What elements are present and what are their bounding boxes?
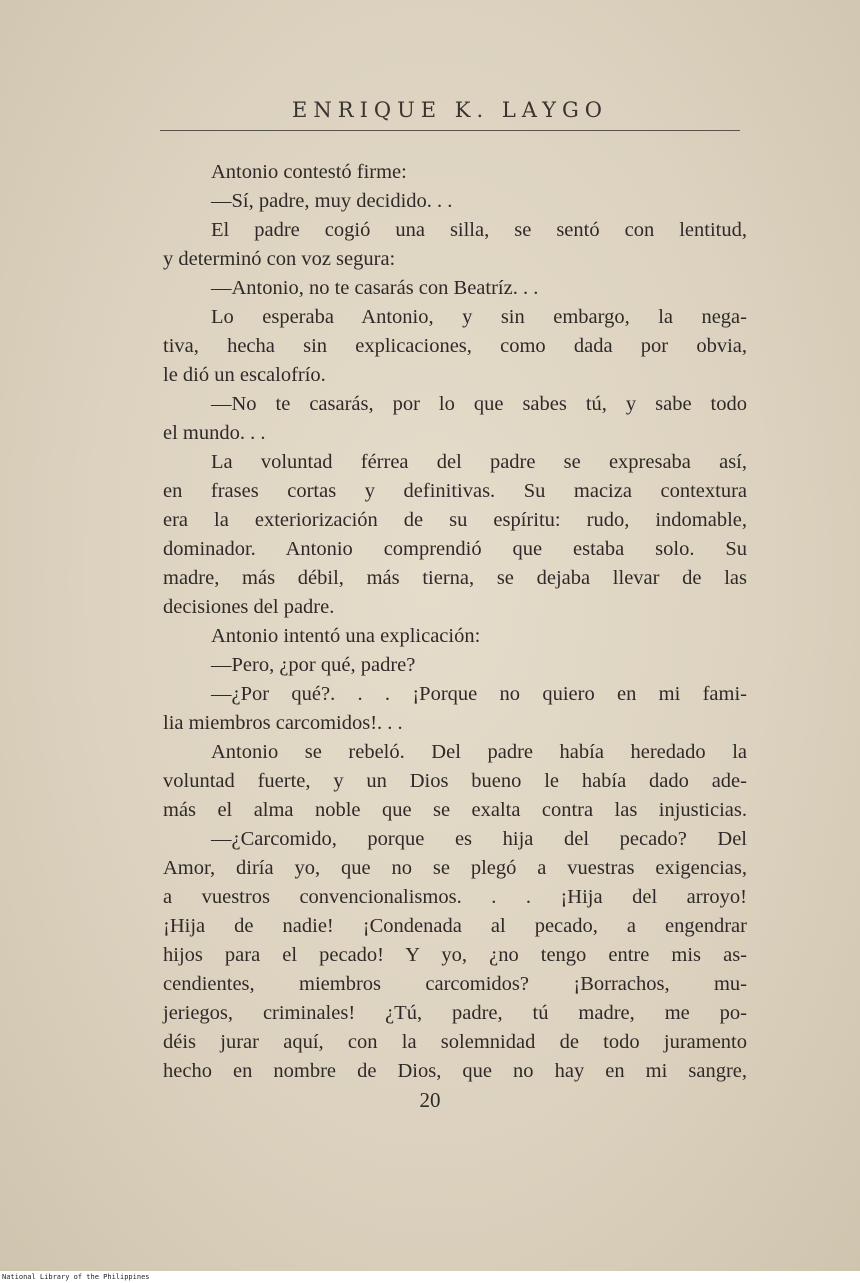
scan-stamp bbox=[0, 1271, 860, 1283]
text-line: tiva, hecha sin explicaciones, como dada por obvia, bbox=[163, 335, 747, 357]
text-line: Amor, diría yo, que no se plegó a vuestras exigencias, bbox=[163, 857, 747, 879]
text-line: en frases cortas y definitivas. Su maciza contextura bbox=[163, 480, 747, 502]
text-line: —¿Carcomido, porque es hija del pecado? Del bbox=[211, 828, 747, 850]
text-line: Antonio contestó firme: bbox=[211, 161, 407, 183]
text-line: —¿Por qué?. . . ¡Porque no quiero en mi fami- bbox=[211, 683, 747, 705]
text-line: cendientes, miembros carcomidos? ¡Borrachos, mu- bbox=[163, 973, 747, 995]
text-line: más el alma noble que se exalta contra las injusticias. bbox=[163, 799, 747, 821]
text-line: el mundo. . . bbox=[163, 422, 266, 444]
text-line: dominador. Antonio comprendió que estaba solo. Su bbox=[163, 538, 747, 560]
text-line: lia miembros carcomidos!. . . bbox=[163, 712, 403, 734]
text-line: Antonio intentó una explicación: bbox=[211, 625, 481, 647]
text-line: decisiones del padre. bbox=[163, 596, 335, 618]
text-line: —Sí, padre, muy decidido. . . bbox=[211, 190, 453, 212]
text-line: —Pero, ¿por qué, padre? bbox=[211, 654, 416, 676]
text-line: voluntad fuerte, y un Dios bueno le había dado ade- bbox=[163, 770, 747, 792]
text-line: —Antonio, no te casarás con Beatríz. . . bbox=[211, 277, 539, 299]
text-line: hijos para el pecado! Y yo, ¿no tengo entre mis as- bbox=[163, 944, 747, 966]
text-line: ¡Hija de nadie! ¡Condenada al pecado, a engendrar bbox=[163, 915, 747, 937]
body-text bbox=[163, 158, 747, 1086]
text-line: jeriegos, criminales! ¿Tú, padre, tú madre, me po- bbox=[163, 1002, 747, 1024]
text-line: a vuestros convencionalismos. . . ¡Hija del arroyo! bbox=[163, 886, 747, 908]
text-line: déis jurar aquí, con la solemnidad de todo juramento bbox=[163, 1031, 747, 1053]
text-line: Antonio se rebeló. Del padre había heredado la bbox=[211, 741, 747, 763]
text-line: hecho en nombre de Dios, que no hay en mi sangre, bbox=[163, 1060, 747, 1082]
running-header: ENRIQUE K. LAYGO bbox=[292, 98, 608, 122]
page-number: 20 bbox=[419, 1088, 441, 1112]
text-line: era la exteriorización de su espíritu: rudo, indomable, bbox=[163, 509, 747, 531]
scan-stamp-text: National Library of the Philippines bbox=[2, 1273, 150, 1281]
text-line: madre, más débil, más tierna, se dejaba llevar de las bbox=[163, 567, 747, 589]
text-line: le dió un escalofrío. bbox=[163, 364, 326, 386]
text-line: —No te casarás, por lo que sabes tú, y sabe todo bbox=[211, 393, 747, 415]
text-line: El padre cogió una silla, se sentó con lentitud, bbox=[211, 219, 747, 241]
text-line: y determinó con voz segura: bbox=[163, 248, 396, 270]
text-line: Lo esperaba Antonio, y sin embargo, la nega- bbox=[211, 306, 747, 328]
header-rule bbox=[160, 130, 740, 131]
text-line: La voluntad férrea del padre se expresaba así, bbox=[211, 451, 747, 473]
